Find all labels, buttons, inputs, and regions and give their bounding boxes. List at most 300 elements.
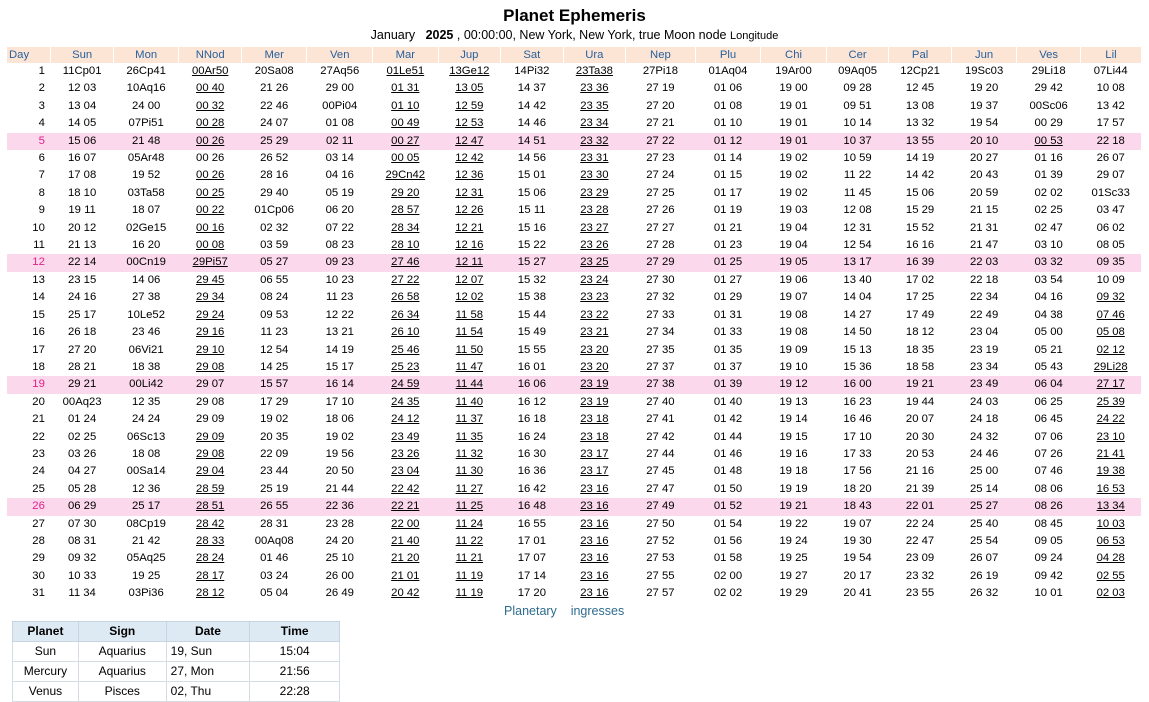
position-cell-ves: 06 04 [1017,376,1081,393]
position-cell-chi: 19 19 [779,482,808,495]
position-cell-mon: 05Aq25 [126,552,166,565]
position-cell-ven: 21 44 [325,482,354,495]
subtitle-year: 2025 [425,28,454,42]
position-cell-ves: 05 00 [1034,326,1063,339]
position-cell-mar: 23 04 [391,465,420,478]
position-cell-nep: 27 24 [646,169,675,182]
position-cell-ves: 04 16 [1034,291,1063,304]
position-cell-mon: 21 42 [132,534,161,547]
position-cell-nep: 27Pi18 [642,65,678,77]
position-cell-lil: 29Li28 [1093,360,1128,373]
position-cell-pal: 16 39 [889,254,952,271]
position-cell-mon: 18 38 [132,360,161,373]
position-cell-ura: 23 31 [580,152,609,165]
column-header-mon: Mon [113,47,179,63]
position-cell-mar: 27 46 [373,254,439,271]
position-cell-sat: 16 01 [517,360,546,373]
position-cell-jun: 25 14 [969,482,999,495]
table-row [7,550,1142,567]
position-cell-pal: 22 47 [905,534,935,547]
position-cell-sat: 16 42 [517,482,546,495]
position-cell-lil: 08 05 [1096,239,1125,252]
position-cell-ves: 08 45 [1034,517,1063,530]
position-cell-nnod: 28 17 [196,569,225,582]
position-cell-plu: 01 14 [713,152,743,165]
position-cell-ves: 29 42 [1034,82,1063,95]
position-cell-nnod: 00 08 [196,239,225,252]
ingresses-title: Planetary ingresses [504,604,625,618]
day-cell: 31 [32,587,45,600]
position-cell-lil: 13 42 [1096,99,1125,112]
ingress-cell-date: 02, Thu [166,682,250,702]
position-cell-lil: 26 07 [1096,152,1125,165]
day-cell: 18 [32,360,45,373]
position-cell-sun: 28 21 [67,360,97,373]
position-cell-sun: 16 07 [67,152,97,165]
position-cell-chi: 19 02 [779,169,808,182]
position-cell-plu: 01 06 [713,82,743,95]
table-row [7,202,1142,219]
position-cell-ura: 23 36 [580,82,609,95]
position-cell-jup: 11 22 [455,534,484,547]
position-cell-ven: 13 21 [325,326,354,339]
position-cell-chi: 19 24 [779,534,808,547]
position-cell-plu: 01 10 [713,117,743,130]
column-header-day: Day [7,47,51,63]
position-cell-lil: 13 34 [1080,498,1141,515]
ingress-row [13,682,340,702]
position-cell-jup: 11 35 [455,430,484,443]
position-cell-cer: 20 41 [843,587,872,600]
position-cell-pal: 23 55 [905,587,935,600]
position-cell-nep: 27 44 [646,447,675,460]
position-cell-jun: 24 18 [969,413,999,426]
position-cell-nnod: 00 40 [196,82,225,95]
position-cell-ura: 23 23 [580,291,609,304]
position-cell-mer: 23 44 [260,465,289,478]
position-cell-mer: 26 52 [260,152,289,165]
position-cell-jup: 12 02 [455,291,484,304]
day-cell: 2 [38,82,45,95]
position-cell-mer: 08 24 [260,291,289,304]
position-cell-mar: 28 34 [391,221,420,234]
position-cell-sun: 08 31 [67,534,97,547]
position-cell-ura: 23 25 [563,254,626,271]
position-cell-nep: 27 57 [646,587,675,600]
position-cell-pal: 18 12 [905,326,935,339]
position-cell-cer: 19 54 [843,552,872,565]
position-cell-chi: 19 18 [779,465,808,478]
position-cell-cer: 11 22 [843,169,872,182]
position-cell-cer: 17 10 [843,430,872,443]
position-cell-nnod: 29 08 [196,395,225,408]
position-cell-sat: 14 51 [501,133,564,150]
position-cell-mar: 24 12 [391,413,420,426]
position-cell-jup: 11 58 [455,308,484,321]
day-cell: 29 [32,552,45,565]
position-cell-ura: 23 34 [580,117,609,130]
position-cell-nnod: 29 07 [179,376,242,393]
position-cell-chi: 19 00 [779,82,808,95]
table-row [7,80,1142,97]
position-cell-jun: 24 32 [969,430,999,443]
ingresses-table [12,621,340,702]
position-cell-sun: 18 10 [67,186,97,199]
position-cell-nnod: 29 09 [196,413,225,426]
position-cell-ura: 23 19 [563,376,626,393]
position-cell-sun: 05 28 [67,482,97,495]
position-cell-chi: 19 06 [779,273,808,286]
position-cell-lil: 19 38 [1096,465,1125,478]
position-cell-mer: 19 02 [260,413,289,426]
table-row [7,220,1142,237]
position-cell-ven: 04 16 [325,169,354,182]
position-cell-ves: 02 02 [1034,186,1063,199]
position-cell-jup: 11 44 [438,376,501,393]
table-row [7,63,1142,80]
position-cell-sun: 19 11 [68,204,96,217]
position-cell-ura: 23Ta38 [575,65,613,77]
position-cell-mer: 02 32 [260,221,289,234]
position-cell-mon: 03Ta58 [127,186,165,199]
table-row [7,533,1142,550]
position-cell-mer: 17 29 [260,395,289,408]
position-cell-mer: 22 09 [260,447,289,460]
position-cell-sun: 14 05 [67,117,97,130]
position-cell-mon: 07Pi51 [128,117,164,130]
position-cell-cer: 20 17 [843,569,872,582]
position-cell-pal: 17 02 [905,273,935,286]
position-cell-ven: 19 56 [325,447,354,460]
position-cell-plu: 01 54 [713,517,743,530]
position-cell-mon: 08Cp19 [126,517,166,530]
position-cell-cer: 11 45 [843,186,872,199]
position-cell-ves: 00Sc06 [1029,99,1068,112]
position-cell-jun: 22 18 [969,273,999,286]
position-cell-nep: 27 49 [626,498,696,515]
position-cell-jup: 12 36 [455,169,484,182]
ingress-cell-sign: Aquarius [78,662,166,682]
position-cell-nep: 27 37 [646,360,675,373]
position-cell-nep: 27 45 [646,465,675,478]
position-cell-mar: 00 27 [373,133,439,150]
position-cell-jup: 12 11 [438,254,501,271]
table-row [7,167,1142,184]
position-cell-mer: 03 24 [260,569,289,582]
position-cell-mar: 01Le51 [386,65,425,77]
position-cell-nnod: 00 26 [179,133,242,150]
position-cell-ven: 26 00 [325,569,354,582]
position-cell-jun: 25 27 [951,498,1017,515]
position-cell-cer: 16 00 [826,376,889,393]
position-cell-plu: 01 29 [713,291,743,304]
position-cell-ven: 18 06 [325,413,354,426]
position-cell-jun: 25 00 [969,465,999,478]
position-cell-cer: 15 36 [843,360,872,373]
day-cell: 6 [38,152,45,165]
position-cell-sat: 17 14 [517,569,546,582]
position-cell-nnod: 29 09 [196,430,225,443]
day-cell: 22 [32,430,45,443]
position-cell-ves: 00 29 [1034,117,1063,130]
position-cell-nnod: 29 10 [196,343,225,356]
table-row [7,411,1142,428]
position-cell-sun: 26 18 [67,326,97,339]
day-cell: 28 [32,534,45,547]
table-row [7,463,1142,480]
position-cell-chi: 19 01 [761,133,827,150]
position-cell-sun: 11 34 [68,587,96,600]
position-cell-sun: 20 12 [67,221,97,234]
ingress-cell-planet: Sun [13,642,79,662]
position-cell-mon: 24 00 [132,99,161,112]
position-cell-mer: 21 26 [260,82,289,95]
table-row [7,237,1142,254]
position-cell-sun: 07 30 [67,517,97,530]
position-cell-ura: 23 29 [580,186,609,199]
position-cell-ves: 08 26 [1017,498,1081,515]
position-cell-ven: 09 23 [307,254,373,271]
position-cell-mon: 26Cp41 [126,65,166,77]
position-cell-jun: 22 34 [969,291,999,304]
position-cell-pal: 19 44 [905,395,935,408]
position-cell-nnod: 00 32 [196,99,225,112]
position-cell-pal: 15 52 [905,221,935,234]
table-row [7,394,1142,411]
position-cell-jun: 25 54 [969,534,999,547]
position-cell-sun: 29 21 [51,376,114,393]
position-cell-cer: 15 13 [843,343,872,356]
position-cell-lil: 16 53 [1096,482,1125,495]
table-row [7,115,1142,132]
position-cell-ura: 23 18 [580,413,609,426]
position-cell-nep: 27 25 [646,186,675,199]
position-cell-nep: 27 27 [646,221,675,234]
position-cell-cer: 19 30 [843,534,872,547]
position-cell-mar: 28 57 [391,204,420,217]
position-cell-sun: 13 04 [67,99,97,112]
position-cell-mar: 29Cn42 [385,169,426,182]
position-cell-chi: 19 27 [779,569,808,582]
position-cell-mer: 05 04 [260,587,289,600]
day-cell: 8 [38,186,45,199]
position-cell-ven: 06 20 [325,204,354,217]
table-row [7,481,1142,498]
position-cell-ves: 09 42 [1034,569,1063,582]
position-cell-jup: 11 30 [455,465,484,478]
position-cell-lil: 07 46 [1096,308,1125,321]
table-row [7,185,1142,202]
position-cell-plu: 01 23 [713,239,743,252]
position-cell-mon: 19 52 [132,169,161,182]
position-cell-mer: 01Cp06 [254,204,294,217]
position-cell-chi: 19 02 [779,152,808,165]
position-cell-pal: 21 39 [905,482,935,495]
position-cell-plu: 01 35 [713,343,743,356]
position-cell-nnod: 28 59 [196,482,225,495]
position-cell-sat: 15 32 [517,273,546,286]
position-cell-jun: 23 04 [969,326,999,339]
position-cell-ven: 03 14 [325,152,354,165]
position-cell-chi: 19 09 [779,343,808,356]
position-cell-plu: 01 31 [713,308,743,321]
day-cell: 30 [32,569,45,582]
position-cell-nnod: 00 16 [196,221,225,234]
position-cell-nnod: 29 08 [196,447,225,460]
position-cell-jun: 21 15 [969,204,999,217]
table-row [7,359,1142,376]
position-cell-ura: 23 16 [580,552,609,565]
position-cell-sat: 14Pi32 [514,65,550,77]
position-cell-ura: 23 19 [580,395,609,408]
column-header-chi: Chi [761,47,827,63]
day-cell: 21 [32,413,45,426]
position-cell-mar: 27 22 [391,273,420,286]
position-cell-pal: 12Cp21 [900,65,940,77]
position-cell-ura: 23 26 [580,239,609,252]
position-cell-ven: 27Aq56 [320,65,360,77]
position-cell-lil: 01Sc33 [1091,186,1130,199]
day-cell: 17 [32,343,45,356]
position-cell-ura: 23 32 [563,133,626,150]
position-cell-pal: 22 01 [889,498,952,515]
position-cell-mon: 14 06 [132,273,161,286]
position-cell-ven: 05 19 [325,186,354,199]
position-cell-lil: 25 39 [1096,395,1125,408]
position-cell-ves: 07 26 [1034,447,1063,460]
position-cell-lil: 04 28 [1096,552,1125,565]
day-cell: 14 [32,291,45,304]
position-cell-cer: 18 20 [843,482,872,495]
position-cell-jup: 12 21 [455,221,484,234]
position-cell-mon: 10Le52 [127,308,165,321]
position-cell-jup: 12 53 [455,117,484,130]
ingress-cell-sign: Pisces [78,682,166,702]
position-cell-sat: 16 30 [517,447,546,460]
position-cell-plu: 01 15 [713,169,743,182]
ingress-cell-date: 19, Sun [166,642,250,662]
position-cell-sun: 03 26 [67,447,97,460]
position-cell-nnod: 28 51 [179,498,242,515]
position-cell-cer: 12 54 [843,239,872,252]
position-cell-jup: 11 24 [455,517,484,530]
ingresses-header-row [13,622,340,642]
position-cell-ura: 23 20 [580,343,609,356]
position-cell-nnod: 28 24 [196,552,225,565]
position-cell-nep: 27 23 [646,152,675,165]
position-cell-ura: 23 35 [580,99,609,112]
position-cell-jup: 13Ge12 [449,65,490,77]
position-cell-mar: 22 21 [373,498,439,515]
position-cell-sun: 11Cp01 [62,65,102,77]
position-cell-chi: 19 13 [779,395,808,408]
column-header-jun: Jun [951,47,1017,63]
position-cell-nnod: 28 33 [196,534,225,547]
position-cell-lil: 06 02 [1096,221,1125,234]
position-cell-ura: 23 18 [580,430,609,443]
position-cell-plu: 01 56 [713,534,743,547]
table-row [7,429,1142,446]
position-cell-plu: 01 46 [713,447,743,460]
position-cell-lil: 09 35 [1080,254,1141,271]
position-cell-mar: 21 20 [391,552,420,565]
day-cell: 10 [32,221,45,234]
position-cell-cer: 14 04 [843,291,872,304]
position-cell-nep: 27 28 [646,239,675,252]
column-header-ura: Ura [563,47,626,63]
position-cell-nnod: 29 24 [196,308,225,321]
position-cell-cer: 13 17 [826,254,889,271]
position-cell-mar: 23 49 [391,430,420,443]
position-cell-pal: 14 19 [905,152,935,165]
day-cell: 11 [33,239,45,252]
position-cell-mer: 20Sa08 [254,65,294,77]
position-cell-cer: 10 37 [826,133,889,150]
position-cell-plu: 01 27 [713,273,743,286]
position-cell-lil: 29 07 [1096,169,1125,182]
position-cell-mer: 05 27 [241,254,307,271]
position-cell-mar: 01 31 [391,82,420,95]
table-row [7,446,1142,463]
position-cell-pal: 17 25 [905,291,935,304]
day-cell: 23 [32,447,45,460]
position-cell-sun: 24 16 [67,291,97,304]
position-cell-mar: 01 10 [391,99,420,112]
position-cell-mer: 15 57 [241,376,307,393]
position-cell-nnod: 00 22 [196,204,225,217]
position-cell-mar: 28 10 [391,239,420,252]
position-cell-lil: 22 18 [1080,133,1141,150]
position-cell-nnod: 29 08 [196,360,225,373]
position-cell-ven: 29 00 [325,82,354,95]
position-cell-nnod: 29 04 [196,465,225,478]
position-cell-chi: 19 03 [779,204,808,217]
position-cell-cer: 09Aq05 [838,65,878,77]
position-cell-ves: 09 24 [1034,552,1063,565]
position-cell-pal: 14 42 [905,169,935,182]
position-cell-nep: 27 55 [646,569,675,582]
position-cell-pal: 18 35 [905,343,935,356]
position-cell-ves: 00 53 [1017,133,1081,150]
position-cell-sun: 01 24 [67,413,97,426]
position-cell-jun: 26 19 [969,569,999,582]
column-header-sun: Sun [51,47,114,63]
position-cell-nnod: 00 26 [196,152,225,165]
position-cell-jup: 11 19 [455,569,484,582]
position-cell-mer: 24 07 [260,117,289,130]
position-cell-ves: 05 21 [1034,343,1063,356]
column-header-cer: Cer [826,47,889,63]
position-cell-jup: 11 21 [455,552,484,565]
position-cell-pal: 15 06 [905,186,935,199]
position-cell-mar: 00 49 [391,117,420,130]
ingress-cell-planet: Mercury [13,662,79,682]
position-cell-chi: 19 07 [779,291,808,304]
position-cell-jun: 24 46 [969,447,999,460]
position-cell-chi: 19 01 [779,117,808,130]
position-cell-ura: 23 20 [580,360,609,373]
position-cell-chi: 19 16 [779,447,808,460]
position-cell-sat: 16 24 [517,430,546,443]
position-cell-chi: 19 02 [779,186,808,199]
ingress-cell-time: 21:56 [250,662,340,682]
position-cell-jun: 20 59 [969,186,999,199]
position-cell-ves: 03 32 [1017,254,1081,271]
position-cell-mon: 12 35 [132,395,161,408]
position-cell-mon: 24 24 [132,413,161,426]
position-cell-nep: 27 38 [626,376,696,393]
position-cell-lil: 24 22 [1096,413,1125,426]
